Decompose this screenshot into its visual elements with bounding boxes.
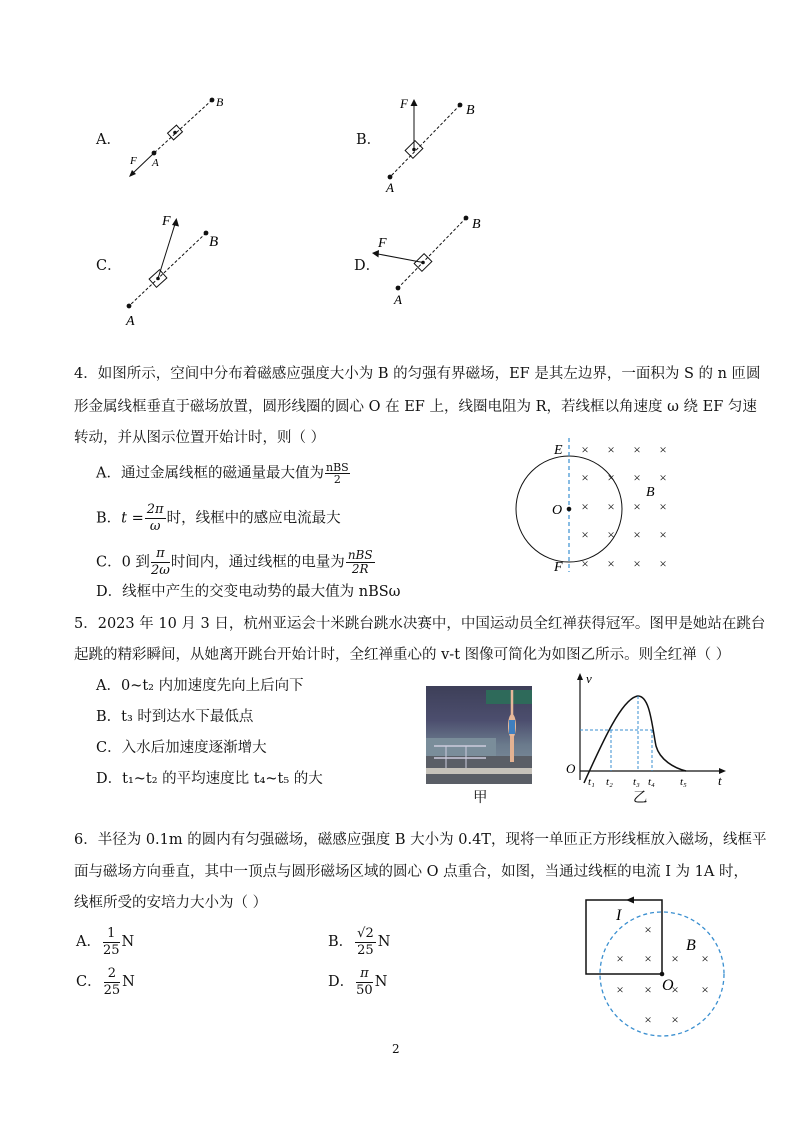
- option-a-letter: A．: [96, 132, 121, 148]
- label-f: F: [554, 560, 563, 575]
- vt-curve: [584, 696, 686, 783]
- q6-option-c: [76, 964, 135, 1000]
- option-b-figure: [380, 92, 500, 197]
- q4-option-a-text: A．通过金属线框的磁通量最大值为: [96, 465, 324, 482]
- label-t: t: [718, 773, 722, 788]
- point-a-label: A: [394, 292, 402, 307]
- tick-t4: t₄: [648, 776, 655, 788]
- q6-option-b-denominator: 25: [357, 942, 374, 958]
- force-f-label: F: [162, 214, 171, 229]
- q4-option-c-numerator: π: [151, 546, 170, 563]
- q4-option-c: [96, 546, 375, 579]
- q4-stem-line2: 形金属线框垂直于磁场放置，圆形线圈的圆心 O 在 EF 上，线圈电阻为 R，若线框以角速度 ω 绕 EF 匀速: [74, 399, 757, 415]
- caption-jia: 甲: [473, 790, 488, 806]
- q4-option-a: [96, 462, 350, 485]
- q6-square-loop-figure: [576, 890, 736, 1040]
- field-cross: ×: [581, 442, 589, 457]
- label-o: O: [552, 503, 563, 518]
- field-cross: ×: [633, 499, 641, 514]
- q6-stem-line3: 线框所受的安培力大小为（ ）: [74, 895, 268, 911]
- field-cross: ×: [701, 951, 709, 966]
- q4-option-b-letter: B．: [96, 510, 122, 527]
- field-cross: ×: [659, 499, 667, 514]
- q6-option-d: [328, 964, 387, 1000]
- q6-option-c-denominator: 25: [103, 982, 121, 998]
- q4-stem-line1: 4．如图所示，空间中分布着磁感应强度大小为 B 的匀强有界磁场，EF 是其左边界，一面积为 S 的 n 匝圆: [74, 366, 761, 382]
- field-cross: ×: [659, 556, 667, 571]
- field-cross: ×: [581, 499, 589, 514]
- point-b-label: B: [466, 103, 475, 118]
- field-cross: ×: [659, 527, 667, 542]
- q4-option-c-pre: C．0 到: [96, 554, 150, 571]
- field-cross: ×: [633, 470, 641, 485]
- label-o: O: [662, 977, 674, 994]
- field-cross: ×: [659, 442, 667, 457]
- field-cross: ×: [633, 527, 641, 542]
- field-cross: ×: [701, 982, 709, 997]
- label-origin: O: [566, 761, 576, 776]
- point-b-label: B: [209, 234, 219, 250]
- q4-option-c-text: 时间内，通过线框的电量为: [170, 554, 345, 571]
- q4-option-b-text: 时，线框中的感应电流最大: [166, 510, 341, 527]
- tick-t5: t₅: [680, 776, 687, 788]
- q4-option-b-denominator: ω: [149, 519, 161, 534]
- q6-option-b-numerator: √2: [357, 925, 374, 941]
- q6-option-d-letter: D．: [328, 974, 355, 990]
- label-e: E: [554, 443, 563, 458]
- field-cross: ×: [581, 556, 589, 571]
- tick-t2: t₂: [606, 776, 613, 788]
- field-cross: ×: [644, 951, 652, 966]
- point-a-label: A: [152, 157, 159, 169]
- q4-stem-line3: 转动，并从图示位置开始计时，则（ ）: [74, 430, 326, 446]
- q6-option-b: [328, 924, 390, 960]
- q6-option-c-unit: N: [122, 974, 135, 990]
- field-cross: ×: [607, 442, 615, 457]
- field-cross: ×: [644, 1012, 652, 1027]
- q6-stem-line1: 6．半径为 0.1m 的圆内有匀强磁场，磁感应强度 B 大小为 0.4T，现将一单匝正方形线框放入磁场，线框平: [74, 832, 767, 848]
- q6-option-a: [76, 924, 134, 960]
- q4-option-c-charge-denominator: 2R: [351, 562, 369, 576]
- option-c-figure: [118, 208, 238, 328]
- force-f-label: F: [378, 236, 387, 251]
- q6-option-c-letter: C．: [76, 974, 102, 990]
- q6-option-d-unit: N: [374, 974, 388, 990]
- tick-t3: t₃: [633, 776, 640, 788]
- q6-option-b-unit: N: [377, 934, 391, 950]
- q4-option-d: D．线框中产生的交变电动势的最大值为 nBSω: [96, 584, 401, 600]
- page-number: 2: [392, 1042, 400, 1056]
- field-cross: ×: [581, 470, 589, 485]
- option-c-letter: C．: [96, 258, 122, 274]
- field-cross: ×: [607, 556, 615, 571]
- q6-option-d-denominator: 50: [356, 982, 373, 998]
- option-b-letter: B．: [356, 132, 382, 148]
- q5-option-a: A．0~t₂ 内加速度先向上后向下: [96, 678, 304, 694]
- field-cross: ×: [644, 922, 652, 937]
- label-b: B: [646, 485, 655, 500]
- q5-option-b: B．t₃ 时到达水下最低点: [96, 709, 254, 725]
- label-b: B: [686, 937, 696, 954]
- q6-stem-line2: 面与磁场方向垂直，其中一顶点与圆形磁场区域的圆心 O 点重合，如图，当通过线框的电流 I 为 1A 时，: [74, 864, 748, 880]
- point-a-label: A: [126, 314, 135, 328]
- q5-stem-line2: 起跳的精彩瞬间，从她离开跳台开始计时，全红禅重心的 v-t 图像可简化为如图乙所示。则全红禅（ ）: [74, 647, 731, 663]
- label-i: I: [616, 907, 622, 924]
- point-b-label: B: [216, 95, 224, 109]
- point-b-label: B: [472, 217, 481, 232]
- option-a-figure: [118, 88, 238, 188]
- q5-option-d: D．t₁~t₂ 的平均速度比 t₄~t₅ 的大: [96, 771, 323, 787]
- q4-option-b-numerator: 2π: [146, 502, 164, 517]
- caption-yi: 乙: [633, 790, 648, 806]
- q4-option-b: [96, 502, 341, 535]
- point-a-label: A: [386, 180, 394, 195]
- q4-option-b-t: t =: [121, 510, 144, 527]
- q6-option-d-numerator: π: [356, 966, 373, 983]
- q6-option-a-unit: N: [121, 934, 135, 950]
- field-cross: ×: [633, 442, 641, 457]
- field-cross: ×: [616, 982, 624, 997]
- vt-graph: [562, 668, 732, 798]
- force-f-label: F: [130, 155, 137, 167]
- q4-option-a-numerator: nBS: [325, 461, 349, 474]
- field-cross: ×: [607, 499, 615, 514]
- q6-option-c-numerator: 2: [104, 966, 121, 983]
- q5-stem-line1: 5．2023 年 10 月 3 日，杭州亚运会十米跳台跳水决赛中，中国运动员全红禅获得冠军。图甲是她站在跳台: [74, 616, 766, 632]
- option-d-letter: D．: [354, 258, 381, 274]
- field-cross: ×: [616, 951, 624, 966]
- q5-option-c: C．入水后加速度逐渐增大: [96, 740, 267, 756]
- field-cross: ×: [581, 527, 589, 542]
- field-cross: ×: [671, 1012, 679, 1027]
- q6-option-a-numerator: 1: [103, 926, 120, 943]
- option-d-figure: [368, 208, 498, 313]
- q4-option-a-denominator: 2: [333, 473, 341, 486]
- q6-option-a-denominator: 25: [102, 942, 120, 958]
- field-cross: ×: [644, 982, 652, 997]
- force-f-label: F: [400, 96, 408, 111]
- field-cross: ×: [633, 556, 641, 571]
- diver-photo: [426, 686, 532, 784]
- q6-option-a-letter: A．: [76, 934, 101, 950]
- label-v: v: [586, 671, 592, 686]
- field-cross: ×: [607, 527, 615, 542]
- q4-magnetic-field-figure: [510, 432, 690, 582]
- field-cross: ×: [607, 470, 615, 485]
- field-cross: ×: [671, 951, 679, 966]
- field-cross: ×: [671, 982, 679, 997]
- field-cross: ×: [659, 470, 667, 485]
- diver-illustration: [426, 686, 532, 784]
- tick-t1: t₁: [588, 776, 595, 788]
- q6-option-b-letter: B．: [328, 934, 354, 950]
- q4-option-c-charge-numerator: nBS: [347, 548, 373, 562]
- q4-option-c-denominator: 2ω: [150, 563, 170, 578]
